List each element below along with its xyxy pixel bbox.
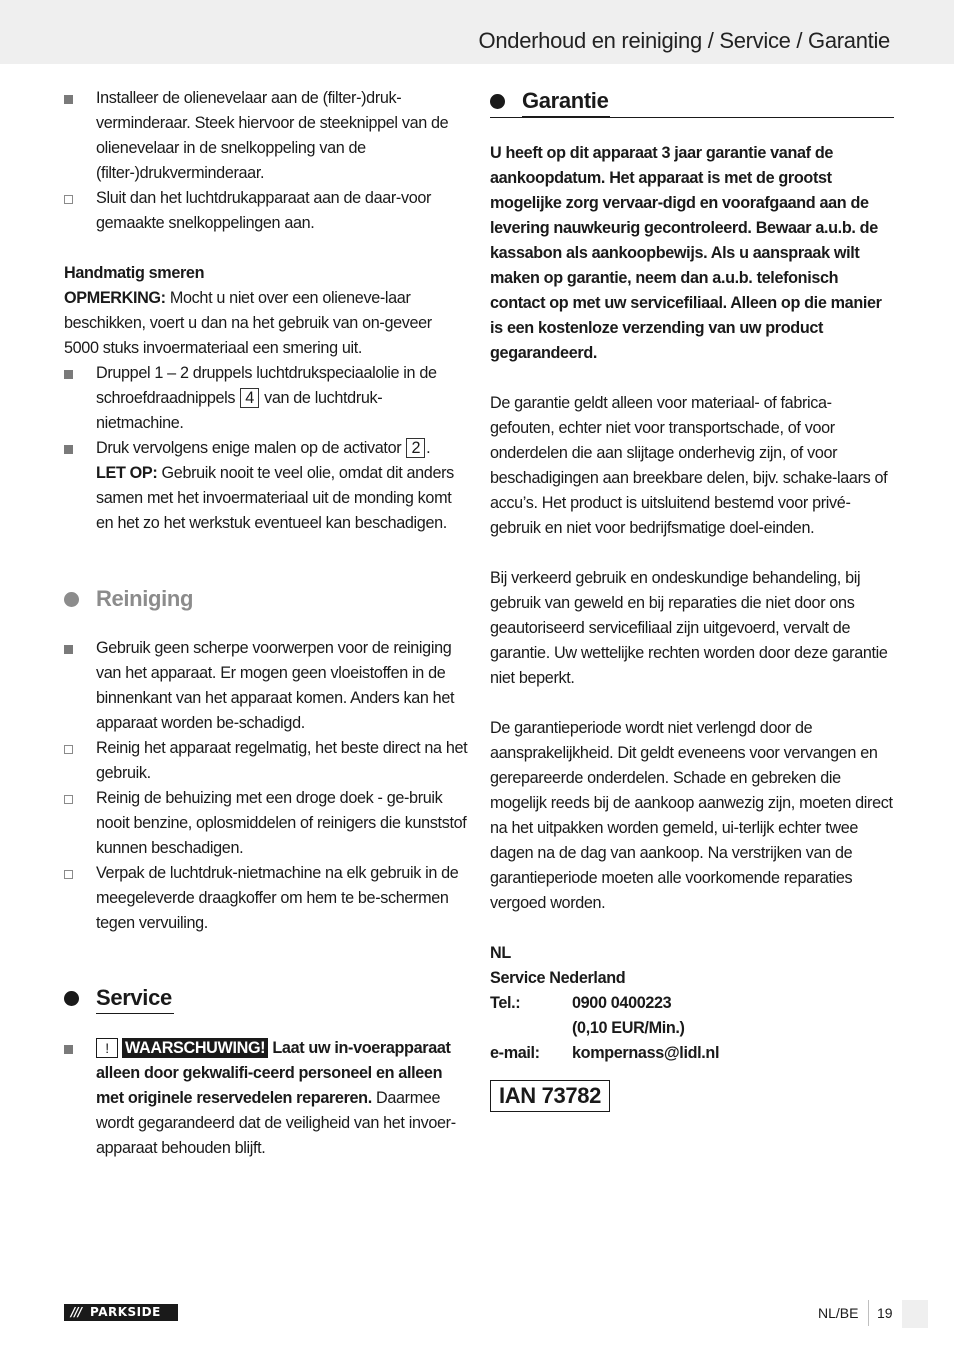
list-item: Reinig het apparaat regelmatig, het beste direct na het gebruik. — [64, 736, 468, 786]
hollow-bullet-icon — [64, 795, 73, 804]
contact-rate-row: (0,10 EUR/Min.) — [572, 1019, 685, 1037]
service-heading: Service — [64, 983, 468, 1014]
contact-email-row: e-mail: kompernass@lidl.nl — [490, 1044, 720, 1062]
footer-country: NL/BE — [818, 1305, 859, 1321]
square-bullet-icon — [64, 445, 73, 454]
list-item: Reinig de behuizing met een droge doek - ge-bruik nooit benzine, oplosmiddelen of reinigers die kunststof kunnen beschadigen. — [64, 786, 468, 861]
square-bullet-icon — [64, 370, 73, 379]
list-item: Druk vervolgens enige malen op de activator 2 . LET OP: Gebruik nooit te veel olie, omdat dit anders samen met het invoermateriaal uit de monding komt en het zo het werkstuk eventueel kan beschadigen. — [64, 436, 468, 536]
bullet-dot-icon — [64, 991, 79, 1006]
page-tab — [902, 1300, 928, 1328]
right-column — [490, 86, 894, 1112]
square-bullet-icon — [64, 1045, 73, 1054]
list-item: Installeer de olienevelaar aan de (filter-)druk-verminderaar. Steek hiervoor de steeknippel van de olienevelaar in de snelkoppeling van de (filter-)drukverminderaar. — [64, 86, 468, 186]
contact-country: NL — [490, 944, 511, 962]
contact-tel-row: Tel.: 0900 0400223 — [490, 994, 672, 1012]
hollow-bullet-icon — [64, 870, 73, 879]
part-number-box: 4 — [240, 388, 259, 408]
contact-service-name: Service Nederland — [490, 969, 626, 987]
list-item: Sluit dan het luchtdrukapparaat aan de daar-voor gemaakte snelkoppelingen aan. — [64, 186, 468, 236]
part-number-box: 2 — [406, 438, 425, 458]
page-title: Onderhoud en reiniging / Service / Garantie — [478, 28, 890, 53]
warranty-heading: Garantie — [490, 86, 894, 117]
parkside-logo: /// PARKSIDE — [64, 1304, 178, 1321]
left-column — [64, 86, 468, 1161]
manual-lubrication-heading: Handmatig smeren — [64, 264, 205, 282]
warranty-paragraph-1: De garantie geldt alleen voor materiaal- of fabrica-gefouten, echter niet voor transportschade, of voor onderdelen die aan slijtage onderhevig zijn, of voor beschadigingen aan breekbare delen, bijv. schake-laars of accu’s. Het product is uitsluitend bestemd voor privé-gebruik en niet voor bedrijfsmatige doel-einden. — [490, 394, 888, 537]
contact-block — [490, 941, 894, 1066]
cleaning-heading: Reiniging — [64, 584, 468, 614]
warranty-bold-paragraph: U heeft op dit apparaat 3 jaar garantie vanaf de aankoopdatum. Het apparaat is met de grootst mogelijke zorg vervaar-digd en voorafgaand aan de levering nauwkeurig gecontroleerd. Bewaar a.u.b. de kassabon als aankoopbewijs. Als u aanspraak wilt maken op garantie, neem dan a.u.b. telefonisch contact op met uw servicefiliaal. Alleen op die manier is een kostenloze verzending van uw product gegarandeerd. — [490, 144, 882, 362]
bullet-dot-icon — [64, 592, 79, 607]
hollow-bullet-icon — [64, 745, 73, 754]
heading-rule — [490, 117, 894, 118]
list-item: ! WAARSCHUWING! Laat uw in-voerapparaat alleen door gekwalifi-ceerd personeel en alleen met originele reservedelen repareren. Daarmee wordt gegarandeerd dat de veiligheid van het invoer-apparaat behouden blijft. — [64, 1036, 468, 1161]
bullet-dot-icon — [490, 94, 505, 109]
ian-box: IAN 73782 — [490, 1080, 610, 1112]
warning-badge: WAARSCHUWING! — [122, 1038, 268, 1058]
footer-divider — [868, 1300, 869, 1326]
note-paragraph: OPMERKING: Mocht u niet over een olieneve-laar beschikken, voert u dan na het gebruik van on-geveer 5000 stuks invoermateriaal een smering uit. — [64, 289, 432, 357]
hollow-bullet-icon — [64, 195, 73, 204]
warranty-paragraph-3: De garantieperiode wordt niet verlengd door de aansprakelijkheid. Dit geldt eveneens voor vervangen en gerepareerde onderdelen. Schade en gebreken die mogelijk reeds bij de aankoop aanwezig zijn, moeten direct na het uitpakken worden gemeld, ui-terlijk echter twee dagen na de dag van aankoop. Na verstrijken van de garantieperiode moeten alle voorkomende reparaties vergoed worden. — [490, 719, 893, 912]
warning-triangle-icon: ! — [96, 1038, 118, 1058]
list-item: Druppel 1 – 2 druppels luchtdrukspeciaalolie in de schroefdraadnippels 4 van de luchtdruk-nietmachine. — [64, 361, 468, 436]
warranty-paragraph-2: Bij verkeerd gebruik en ondeskundige behandeling, bij gebruik van geweld en bij reparaties die niet door ons geautoriseerd servicefiliaal zijn uitgevoerd, vervalt de garantie. Uw wettelijke rechten worden door deze garantie niet beperkt. — [490, 569, 888, 687]
list-item: Gebruik geen scherpe voorwerpen voor de reiniging van het apparaat. Er mogen geen vloeistoffen in de binnenkant van het apparaat komen. Anders kan het apparaat worden be-schadigd. — [64, 636, 468, 736]
square-bullet-icon — [64, 95, 73, 104]
square-bullet-icon — [64, 645, 73, 654]
page-number: 19 — [877, 1305, 893, 1321]
list-item: Verpak de luchtdruk-nietmachine na elk gebruik in de meegeleverde draagkoffer om hem te be-schermen tegen vervuiling. — [64, 861, 468, 936]
